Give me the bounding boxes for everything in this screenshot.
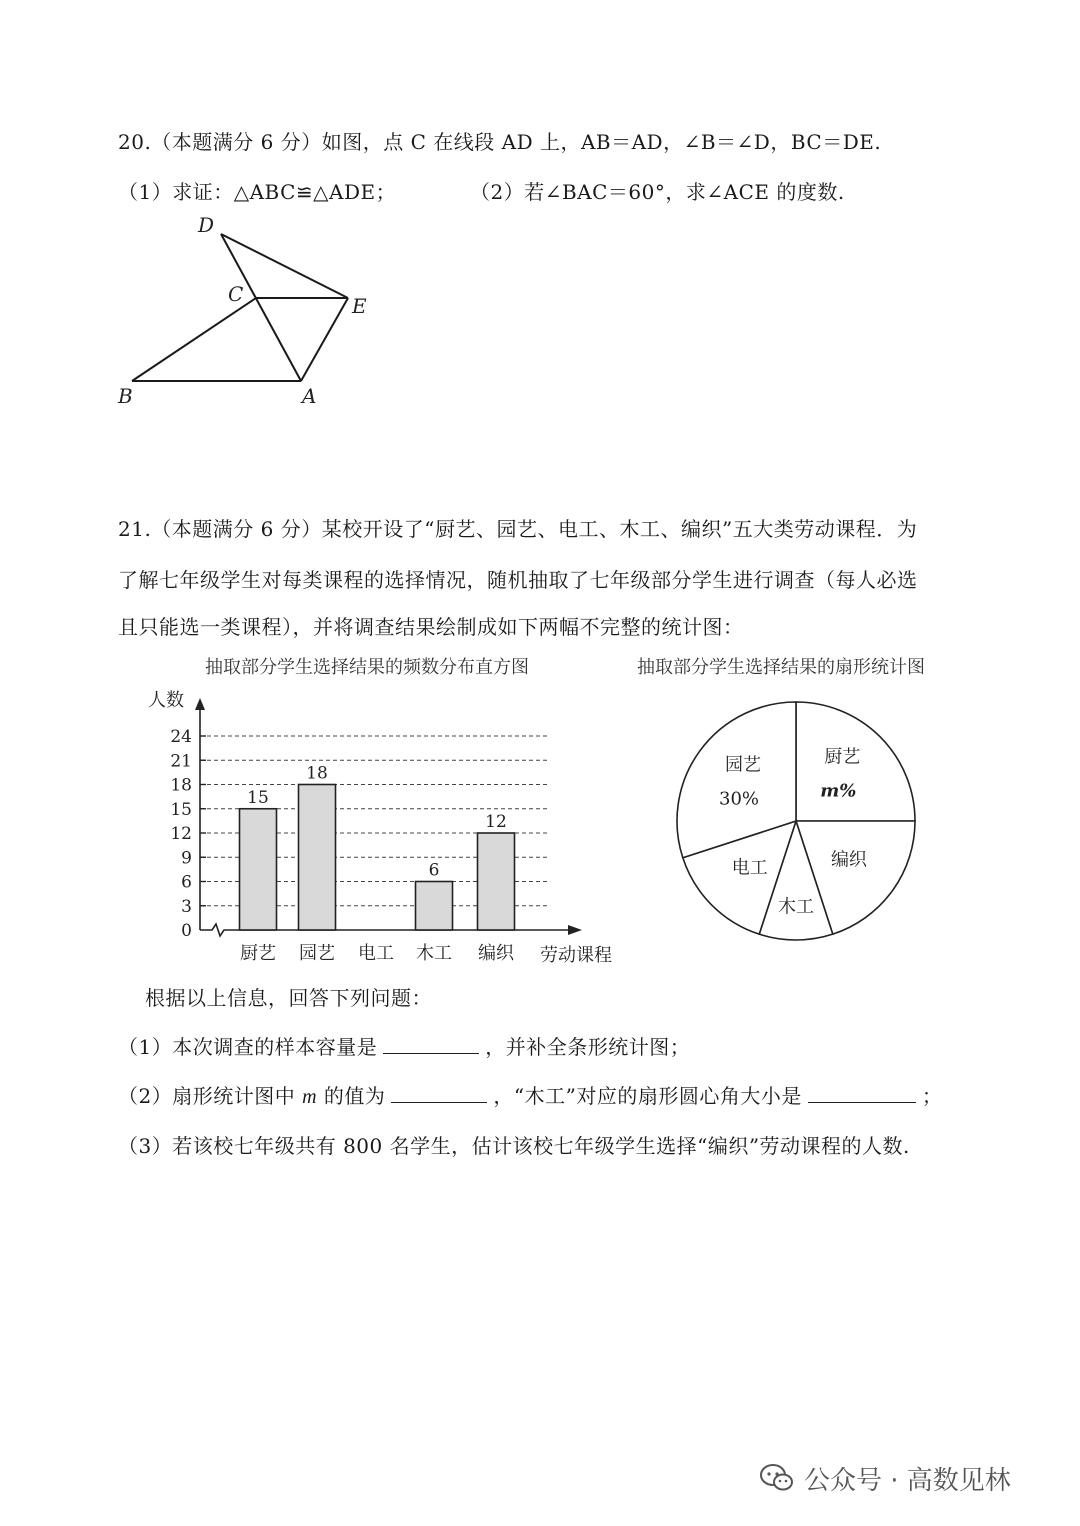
pie-label-编织: 编织 [830, 849, 867, 871]
pie-label-园艺: 园艺 [725, 754, 762, 776]
watermark-text: 公众号 · 高数见林 [804, 1465, 1011, 1496]
answer-blank-m-value[interactable] [391, 1082, 487, 1103]
label-C: C [228, 282, 244, 306]
y-tick-label: 6 [181, 872, 192, 893]
q21-sub1 [118, 1033, 690, 1061]
geometry-figure [110, 205, 380, 410]
segment-BC [132, 298, 256, 381]
y-tick-label: 0 [181, 921, 192, 941]
pie-chart-title: 抽取部分学生选择结果的扇形统计图 [637, 657, 925, 678]
y-axis-label: 人数 [148, 690, 184, 711]
bar-chart [140, 680, 640, 980]
q20-part2: （2）若∠BAC＝60°，求∠ACE 的度数. [470, 180, 845, 204]
watermark [760, 1458, 1011, 1498]
pie-value-label: 30% [719, 788, 760, 810]
q21-sub1-text-b: ，并补全条形统计图； [485, 1035, 691, 1059]
y-tick-label: 9 [181, 848, 192, 869]
q21-stem-line3: 且只能选一类课程），并将调查结果绘制成如下两幅不完整的统计图： [118, 615, 744, 639]
segment-DA [221, 234, 301, 381]
x-axis-arrow [568, 925, 582, 935]
x-tick-label: 园艺 [299, 943, 335, 964]
q21-sub2-text-b: 的值为 [323, 1084, 386, 1108]
y-tick-label: 21 [170, 751, 192, 772]
q20-stem: 20.（本题满分 6 分）如图，点 C 在线段 AD 上，AB＝AD，∠B＝∠D，BC＝DE. [118, 130, 882, 154]
q21-sub2-m: m [302, 1086, 318, 1108]
x-tick-label: 厨艺 [240, 943, 276, 964]
q21-sub2-text-a: （2）扇形统计图中 [118, 1084, 296, 1108]
y-tick-label: 3 [181, 896, 192, 917]
q21-sub1-text-a: （1）本次调查的样本容量是 [118, 1035, 378, 1059]
bar-园艺 [299, 785, 336, 931]
y-tick-label: 12 [170, 824, 192, 844]
bar-编织 [478, 833, 515, 930]
answer-blank-sample-size[interactable] [383, 1033, 479, 1054]
q21-intro: 根据以上信息，回答下列问题： [145, 986, 432, 1010]
q21-sub2-text-d: ； [921, 1084, 943, 1108]
bar-value-label: 12 [485, 812, 507, 832]
bar-value-label: 18 [306, 763, 328, 784]
x-tick-label: 编织 [478, 943, 514, 964]
bar-value-label: 15 [247, 787, 269, 808]
label-A: A [302, 384, 317, 408]
y-tick-label: 18 [170, 775, 192, 796]
pie-label-木工: 木工 [778, 896, 814, 918]
y-tick-label: 15 [170, 799, 192, 820]
q21-stem-line1: 21.（本题满分 6 分）某校开设了“厨艺、园艺、电工、木工、编织”五大类劳动课程．为 [118, 517, 918, 541]
q21-stem-line2: 了解七年级学生对每类课程的选择情况，随机抽取了七年级部分学生进行调查（每人必选 [118, 568, 918, 592]
answer-blank-angle[interactable] [808, 1082, 916, 1103]
pie-label-电工: 电工 [731, 857, 768, 879]
bar-value-label: 6 [428, 860, 440, 881]
label-E: E [352, 294, 367, 318]
label-B: B [118, 384, 133, 408]
x-axis-label: 劳动课程 [540, 945, 612, 966]
y-tick-label: 24 [170, 727, 192, 747]
x-tick-label: 木工 [416, 943, 452, 964]
bar-chart-title: 抽取部分学生选择结果的频数分布直方图 [205, 657, 529, 678]
q21-sub2 [118, 1082, 942, 1111]
pie-chart [670, 695, 930, 955]
pie-label-厨艺: 厨艺 [824, 746, 861, 768]
segment-AE [301, 298, 348, 381]
pie-value-label: m% [820, 780, 857, 802]
q21-sub3: （3）若该校七年级共有 800 名学生，估计该校七年级学生选择“编织”劳动课程的人数. [118, 1134, 910, 1158]
bar-木工 [416, 882, 453, 931]
y-axis-arrow [195, 698, 205, 710]
bar-厨艺 [240, 809, 277, 930]
q21-sub2-text-c: ，“木工”对应的扇形圆心角大小是 [493, 1084, 802, 1108]
label-D: D [198, 213, 215, 237]
wechat-icon [760, 1463, 794, 1493]
q20-part1: （1）求证：△ABC≌△ADE； [118, 180, 397, 204]
x-tick-label: 电工 [358, 943, 394, 964]
